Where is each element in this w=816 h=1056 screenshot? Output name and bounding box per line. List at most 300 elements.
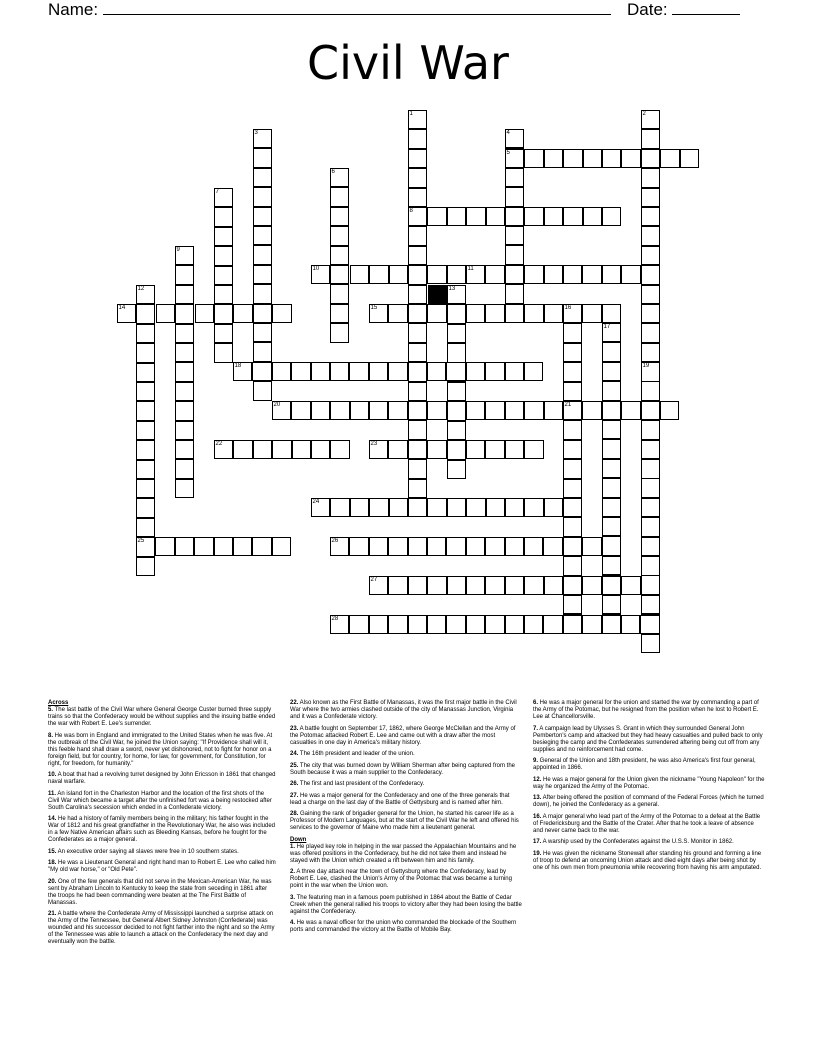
grid-cell[interactable]	[485, 576, 504, 595]
grid-cell[interactable]	[175, 459, 194, 478]
grid-cell[interactable]	[563, 343, 582, 362]
clue-item-number: 11.	[48, 790, 57, 797]
grid-cell[interactable]	[544, 149, 563, 168]
grid-cell[interactable]	[641, 149, 660, 168]
grid-cell[interactable]	[214, 266, 233, 285]
grid-cell[interactable]	[175, 343, 194, 362]
grid-cell[interactable]	[485, 362, 504, 381]
grid-cell[interactable]	[641, 246, 660, 265]
grid-cell[interactable]	[602, 517, 621, 536]
grid-cell[interactable]	[582, 576, 601, 595]
grid-cell[interactable]	[408, 459, 427, 478]
grid-cell[interactable]	[408, 420, 427, 439]
clue-number: 28	[331, 616, 339, 622]
grid-cell[interactable]	[214, 304, 233, 323]
grid-cell[interactable]	[175, 401, 194, 420]
grid-cell[interactable]	[214, 246, 233, 265]
grid-cell[interactable]	[563, 556, 582, 575]
grid-cell[interactable]	[582, 265, 601, 284]
grid-cell[interactable]	[466, 615, 485, 634]
grid-cell[interactable]	[602, 595, 621, 614]
grid-cell[interactable]	[563, 420, 582, 439]
grid-cell[interactable]	[563, 459, 582, 478]
clue-item-text: Gaining the rank of brigadier general for the Union, he started his career life as a Professor of Modern Languages, but at the start of the Civil War he left and offered his services to the governor of Maine who made him a lieutenant general.	[290, 811, 519, 831]
grid-cell[interactable]	[253, 207, 272, 226]
grid-cell[interactable]	[602, 576, 621, 595]
grid-cell[interactable]	[427, 615, 446, 634]
grid-cell[interactable]	[388, 401, 407, 420]
grid-cell[interactable]	[486, 498, 505, 517]
grid-cell[interactable]	[408, 304, 427, 323]
grid-cell[interactable]	[272, 440, 291, 459]
grid-cell[interactable]	[389, 498, 408, 517]
grid-cell[interactable]	[349, 537, 368, 556]
grid-cell[interactable]	[505, 207, 524, 226]
grid-cell[interactable]	[641, 207, 660, 226]
grid-cell[interactable]	[447, 343, 466, 362]
grid-cell[interactable]	[602, 362, 621, 381]
grid-cell[interactable]	[466, 401, 485, 420]
grid-cell[interactable]	[175, 285, 194, 304]
down-clue-list	[290, 844, 522, 935]
grid-cell[interactable]	[621, 615, 640, 634]
grid-cell[interactable]	[583, 149, 602, 168]
grid-cell[interactable]	[602, 207, 621, 226]
grid-cell[interactable]	[427, 362, 446, 381]
grid-cell[interactable]	[427, 537, 446, 556]
grid-cell[interactable]	[330, 187, 349, 206]
grid-cell[interactable]	[292, 440, 311, 459]
grid-cell[interactable]	[582, 401, 601, 420]
grid-cell[interactable]	[485, 265, 504, 284]
grid-cell[interactable]	[641, 285, 660, 304]
grid-cell[interactable]	[505, 576, 524, 595]
grid-cell[interactable]	[156, 304, 175, 323]
grid-cell[interactable]	[602, 401, 621, 420]
grid-cell[interactable]	[408, 479, 427, 498]
grid-cell[interactable]	[427, 401, 446, 420]
grid-cell[interactable]	[195, 304, 214, 323]
grid-cell[interactable]	[408, 615, 427, 634]
grid-cell[interactable]	[194, 537, 213, 556]
grid-cell[interactable]	[563, 479, 582, 498]
grid-cell[interactable]	[602, 439, 621, 458]
grid-cell[interactable]	[641, 478, 660, 497]
clue-item	[290, 751, 522, 758]
grid-cell[interactable]	[330, 401, 349, 420]
grid-cell[interactable]	[389, 265, 408, 284]
grid-cell[interactable]	[641, 459, 660, 478]
grid-cell[interactable]	[563, 362, 582, 381]
grid-cell[interactable]	[602, 304, 621, 323]
grid-cell[interactable]	[311, 401, 330, 420]
grid-cell[interactable]	[640, 615, 659, 634]
grid-cell[interactable]	[563, 440, 582, 459]
grid-cell[interactable]	[641, 129, 660, 148]
grid-cell[interactable]	[350, 265, 369, 284]
grid-cell[interactable]	[524, 304, 543, 323]
grid-cell[interactable]	[330, 323, 349, 342]
grid-cell[interactable]	[447, 324, 466, 343]
grid-cell[interactable]	[660, 149, 679, 168]
grid-cell[interactable]	[291, 401, 310, 420]
grid-cell[interactable]	[505, 498, 524, 517]
grid-cell[interactable]	[369, 498, 388, 517]
grid-cell[interactable]	[427, 304, 446, 323]
grid-cell[interactable]	[136, 363, 155, 382]
grid-cell[interactable]	[311, 362, 330, 381]
grid-cell[interactable]	[641, 420, 660, 439]
grid-cell[interactable]	[350, 498, 369, 517]
grid-cell[interactable]	[505, 401, 524, 420]
grid-cell[interactable]	[582, 615, 601, 634]
grid-cell[interactable]	[641, 634, 660, 653]
grid-cell[interactable]	[602, 342, 621, 361]
clue-item-number: 12.	[533, 776, 542, 783]
clue-item	[533, 777, 765, 791]
grid-cell[interactable]	[602, 615, 621, 634]
grid-cell[interactable]	[175, 479, 194, 498]
grid-cell[interactable]	[388, 362, 407, 381]
grid-cell[interactable]	[466, 576, 485, 595]
grid-cell[interactable]	[621, 149, 640, 168]
grid-cell[interactable]	[602, 556, 621, 575]
grid-cell[interactable]	[466, 207, 485, 226]
grid-cell[interactable]	[447, 265, 466, 284]
grid-cell[interactable]	[369, 615, 388, 634]
grid-cell[interactable]	[233, 304, 252, 323]
grid-cell[interactable]	[524, 498, 543, 517]
grid-cell[interactable]	[447, 421, 466, 440]
grid-cell[interactable]	[175, 440, 194, 459]
grid-cell[interactable]	[466, 440, 485, 459]
grid-cell[interactable]	[233, 440, 252, 459]
grid-cell[interactable]	[641, 343, 660, 362]
grid-cell[interactable]	[252, 537, 271, 556]
grid-cell[interactable]	[446, 615, 465, 634]
grid-cell[interactable]	[641, 168, 660, 187]
grid-cell[interactable]	[446, 537, 465, 556]
grid-cell[interactable]	[408, 188, 427, 207]
grid-cell[interactable]	[641, 556, 660, 575]
clue-number: 24	[312, 499, 320, 505]
grid-cell[interactable]	[408, 362, 427, 381]
grid-cell[interactable]	[505, 615, 524, 634]
clue-number: 23	[370, 441, 378, 447]
grid-cell[interactable]	[349, 615, 368, 634]
grid-cell[interactable]	[136, 382, 155, 401]
grid-cell[interactable]	[485, 615, 504, 634]
grid-cell[interactable]	[505, 537, 524, 556]
grid-cell[interactable]	[388, 440, 407, 459]
grid-cell[interactable]	[427, 440, 446, 459]
grid-cell[interactable]	[544, 401, 563, 420]
grid-cell[interactable]	[602, 381, 621, 400]
grid-cell[interactable]	[563, 498, 582, 517]
grid-cell[interactable]	[641, 381, 660, 400]
grid-cell[interactable]	[485, 440, 504, 459]
grid-cell[interactable]	[369, 537, 388, 556]
grid-cell[interactable]	[214, 537, 233, 556]
grid-cell[interactable]	[563, 576, 582, 595]
grid-cell[interactable]	[369, 401, 388, 420]
grid-cell[interactable]	[408, 440, 427, 459]
grid-cell[interactable]	[427, 207, 446, 226]
grid-cell[interactable]	[253, 265, 272, 284]
grid-cell[interactable]	[680, 149, 699, 168]
grid-cell[interactable]	[136, 460, 155, 479]
grid-cell[interactable]	[330, 226, 349, 245]
grid-cell[interactable]	[563, 323, 582, 342]
grid-cell[interactable]	[253, 304, 272, 323]
grid-cell[interactable]	[408, 576, 427, 595]
grid-cell[interactable]	[641, 304, 660, 323]
grid-cell[interactable]	[641, 188, 660, 207]
grid-cell[interactable]	[408, 537, 427, 556]
grid-cell[interactable]	[524, 401, 543, 420]
grid-cell[interactable]	[330, 246, 349, 265]
grid-cell[interactable]	[175, 362, 194, 381]
grid-cell[interactable]	[524, 265, 543, 284]
grid-cell[interactable]	[330, 498, 349, 517]
grid-cell[interactable]	[214, 343, 233, 362]
clue-number: 3	[254, 130, 258, 136]
grid-cell[interactable]	[505, 245, 524, 264]
grid-cell[interactable]	[447, 382, 466, 401]
grid-cell[interactable]	[175, 324, 194, 343]
grid-cell[interactable]	[563, 207, 582, 226]
grid-cell[interactable]	[136, 498, 155, 517]
grid-cell[interactable]	[524, 207, 543, 226]
grid-cell[interactable]	[621, 401, 640, 420]
grid-cell[interactable]	[641, 265, 660, 284]
grid-cell[interactable]	[214, 207, 233, 226]
grid-cell[interactable]	[505, 168, 524, 187]
grid-cell[interactable]	[136, 518, 155, 537]
grid-cell[interactable]	[447, 576, 466, 595]
grid-cell[interactable]	[563, 615, 582, 634]
name-label: Name:	[48, 0, 99, 19]
grid-cell[interactable]	[330, 207, 349, 226]
grid-cell[interactable]	[466, 362, 485, 381]
grid-cell[interactable]	[641, 323, 660, 342]
grid-cell[interactable]	[641, 595, 660, 614]
grid-cell[interactable]	[544, 498, 563, 517]
grid-cell[interactable]	[466, 498, 485, 517]
grid-cell[interactable]	[524, 537, 543, 556]
grid-cell[interactable]	[388, 537, 407, 556]
grid-cell[interactable]	[524, 576, 543, 595]
grid-cell[interactable]	[175, 537, 194, 556]
grid-cell[interactable]	[233, 537, 252, 556]
grid-cell[interactable]	[272, 362, 291, 381]
grid-cell[interactable]	[602, 420, 621, 439]
grid-cell[interactable]	[641, 401, 660, 420]
grid-cell[interactable]	[408, 401, 427, 420]
grid-cell[interactable]	[602, 265, 621, 284]
grid-cell[interactable]	[136, 304, 155, 323]
grid-cell[interactable]	[136, 324, 155, 343]
grid-cell[interactable]	[408, 149, 427, 168]
grid-cell[interactable]	[330, 265, 349, 284]
grid-cell[interactable]	[602, 478, 621, 497]
grid-cell[interactable]	[408, 129, 427, 148]
grid-cell[interactable]	[621, 265, 640, 284]
clue-number: 25	[137, 538, 145, 544]
grid-cell[interactable]	[272, 537, 291, 556]
grid-cell[interactable]	[505, 440, 524, 459]
grid-cell[interactable]	[563, 517, 582, 536]
grid-cell[interactable]	[252, 362, 271, 381]
grid-cell[interactable]	[136, 401, 155, 420]
grid-cell[interactable]	[524, 149, 543, 168]
grid-cell[interactable]	[543, 537, 562, 556]
grid-cell[interactable]	[408, 265, 427, 284]
grid-cell[interactable]	[505, 226, 524, 245]
grid-cell[interactable]	[660, 401, 679, 420]
grid-cell[interactable]	[544, 304, 563, 323]
black-cell	[428, 285, 447, 304]
grid-cell[interactable]	[582, 537, 601, 556]
down-clue-list-continued	[533, 700, 765, 872]
grid-cell[interactable]	[524, 440, 543, 459]
grid-cell[interactable]	[544, 265, 563, 284]
grid-cell[interactable]	[253, 284, 272, 303]
grid-cell[interactable]	[447, 304, 466, 323]
grid-cell[interactable]	[602, 459, 621, 478]
grid-cell[interactable]	[369, 265, 388, 284]
grid-cell[interactable]	[427, 265, 446, 284]
grid-cell[interactable]	[330, 362, 349, 381]
grid-cell[interactable]	[214, 227, 233, 246]
grid-cell[interactable]	[485, 537, 504, 556]
grid-cell[interactable]	[447, 207, 466, 226]
grid-cell[interactable]	[408, 382, 427, 401]
clue-item-text: He was a major general for the Union given the nickname "Young Napoleon" for the way he organized the Army of the Potomac.	[533, 776, 765, 790]
grid-cell[interactable]	[486, 207, 505, 226]
grid-cell[interactable]	[408, 498, 427, 517]
grid-cell[interactable]	[330, 304, 349, 323]
grid-cell[interactable]	[621, 576, 640, 595]
grid-cell[interactable]	[583, 207, 602, 226]
grid-cell[interactable]	[505, 284, 524, 303]
clue-item	[290, 920, 522, 934]
grid-cell[interactable]	[485, 304, 504, 323]
grid-cell[interactable]	[524, 362, 543, 381]
grid-cell[interactable]	[563, 537, 582, 556]
grid-cell[interactable]	[408, 285, 427, 304]
clue-item	[48, 707, 276, 728]
grid-cell[interactable]	[602, 498, 621, 517]
grid-cell[interactable]	[350, 401, 369, 420]
grid-cell[interactable]	[641, 498, 660, 517]
grid-cell[interactable]	[253, 342, 272, 361]
clue-item-text: A campaign lead by Ulysses S. Grant in which they surrounded General John Pemberton's camp and attacked but they had heavy casualties and pulled back to only besieging the camp and the Confederates surrendered aftering being cut off from any supplies and no reinforcement had come.	[533, 725, 763, 753]
grid-cell[interactable]	[563, 382, 582, 401]
grid-cell[interactable]	[175, 382, 194, 401]
grid-cell[interactable]	[641, 537, 660, 556]
grid-cell[interactable]	[543, 615, 562, 634]
grid-cell[interactable]	[641, 440, 660, 459]
grid-cell[interactable]	[291, 362, 310, 381]
grid-cell[interactable]	[253, 440, 272, 459]
grid-cell[interactable]	[466, 304, 485, 323]
grid-cell[interactable]	[175, 304, 194, 323]
grid-cell[interactable]	[349, 362, 368, 381]
grid-cell[interactable]	[136, 421, 155, 440]
grid-cell[interactable]	[330, 440, 349, 459]
grid-cell[interactable]	[253, 381, 272, 400]
grid-cell[interactable]	[602, 149, 621, 168]
grid-cell[interactable]	[253, 168, 272, 187]
grid-cell[interactable]	[466, 537, 485, 556]
grid-cell[interactable]	[369, 362, 388, 381]
grid-cell[interactable]	[641, 226, 660, 245]
grid-cell[interactable]	[136, 440, 155, 459]
grid-cell[interactable]	[544, 207, 563, 226]
grid-cell[interactable]	[505, 362, 524, 381]
grid-cell[interactable]	[388, 304, 407, 323]
grid-cell[interactable]	[388, 576, 407, 595]
grid-cell[interactable]	[214, 324, 233, 343]
grid-cell[interactable]	[505, 304, 524, 323]
grid-cell[interactable]	[136, 479, 155, 498]
grid-cell[interactable]	[175, 265, 194, 284]
grid-cell[interactable]	[330, 284, 349, 303]
grid-cell[interactable]	[175, 421, 194, 440]
grid-cell[interactable]	[447, 498, 466, 517]
down-heading: Down	[290, 836, 307, 843]
grid-cell[interactable]	[505, 187, 524, 206]
grid-cell[interactable]	[311, 440, 330, 459]
grid-cell[interactable]	[253, 245, 272, 264]
grid-cell[interactable]	[447, 401, 466, 420]
clue-item	[533, 814, 765, 835]
grid-cell[interactable]	[253, 187, 272, 206]
grid-cell[interactable]	[155, 537, 174, 556]
grid-cell[interactable]	[408, 343, 427, 362]
grid-cell[interactable]	[253, 148, 272, 167]
grid-cell[interactable]	[446, 362, 465, 381]
grid-cell[interactable]	[408, 168, 427, 187]
grid-cell[interactable]	[582, 304, 601, 323]
grid-cell[interactable]	[272, 304, 291, 323]
grid-cell[interactable]	[214, 285, 233, 304]
grid-cell[interactable]	[253, 226, 272, 245]
grid-cell[interactable]	[544, 576, 563, 595]
grid-cell[interactable]	[388, 615, 407, 634]
grid-cell[interactable]	[563, 149, 582, 168]
grid-cell[interactable]	[408, 246, 427, 265]
grid-cell[interactable]	[408, 226, 427, 245]
grid-cell[interactable]	[524, 615, 543, 634]
grid-cell[interactable]	[408, 323, 427, 342]
grid-cell[interactable]	[253, 323, 272, 342]
grid-cell[interactable]	[602, 536, 621, 555]
grid-cell[interactable]	[505, 265, 524, 284]
grid-cell[interactable]	[485, 401, 504, 420]
grid-cell[interactable]	[563, 595, 582, 614]
grid-cell[interactable]	[641, 517, 660, 536]
grid-cell[interactable]	[447, 460, 466, 479]
grid-cell[interactable]	[136, 557, 155, 576]
grid-cell[interactable]	[427, 498, 446, 517]
grid-cell[interactable]	[447, 440, 466, 459]
grid-cell[interactable]	[641, 575, 660, 594]
grid-cell[interactable]	[563, 265, 582, 284]
grid-cell[interactable]	[427, 576, 446, 595]
grid-cell[interactable]	[136, 343, 155, 362]
